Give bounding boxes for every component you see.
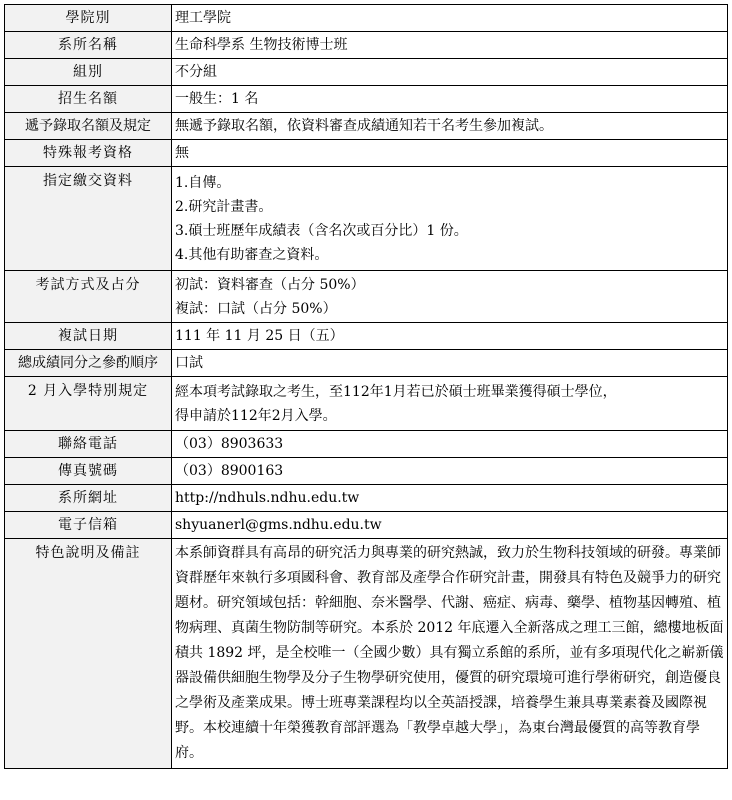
documents-item: 4.其他有助審查之資料。 <box>175 246 329 263</box>
quota-value: 一般生：1 名 <box>172 86 728 113</box>
row-quota <box>5 86 728 113</box>
college-value: 理工學院 <box>172 5 728 32</box>
website-value[interactable]: http://ndhuls.ndhu.edu.tw <box>172 485 728 512</box>
interview-date-value: 111 年 11 月 25 日（五） <box>172 323 728 350</box>
admission-info-table <box>4 4 728 769</box>
college-label: 學院別 <box>5 5 172 32</box>
fax-label: 傳真號碼 <box>5 458 172 485</box>
row-college <box>5 5 728 32</box>
special-eligibility-value: 無 <box>172 140 728 167</box>
reserve-label: 遞予錄取名額及規定 <box>5 113 172 140</box>
reserve-value: 無遞予錄取名額，依資料審查成績通知若干名考生參加複試。 <box>172 113 728 140</box>
special-eligibility-label: 特殊報考資格 <box>5 140 172 167</box>
group-value: 不分組 <box>172 59 728 86</box>
quota-label: 招生名額 <box>5 86 172 113</box>
tiebreak-value: 口試 <box>172 350 728 377</box>
fax-value: （03）8900163 <box>172 458 728 485</box>
row-tiebreak <box>5 350 728 377</box>
department-label: 系所名稱 <box>5 32 172 59</box>
row-special-eligibility <box>5 140 728 167</box>
group-label: 組別 <box>5 59 172 86</box>
row-documents <box>5 167 728 271</box>
notes-value: 本系師資群具有高昂的研究活力與專業的研究熱誠，致力於生物科技領域的研發。專業師資群歷年來執行多項國科會、教育部及產學合作研究計畫，開發具有特色及競爭力的研究題材。研究領域包括：幹細胞、奈米醫學、代謝、癌症、病毒、藥學、植物基因轉殖、植物病理、真菌生物防制等研究。本系於 2012 年底遷入全新落成之理工三館，總樓地板面積共 1892 坪，是全校唯一（全國少數）具有獨立系館的系所，並有多項現代化之嶄新儀器設備供細胞生物學及分子生物學研究使用，優質的研究環境可進行學術研究，創造優良之學術及產業成果。博士班專業課程均以全英語授課，培養學生兼具專業素養及國際視野。本校連續十年榮獲教育部評選為「教學卓越大學」，為東台灣最優質的高等教育學府。 <box>172 539 728 769</box>
row-reserve <box>5 113 728 140</box>
website-label: 系所網址 <box>5 485 172 512</box>
row-email <box>5 512 728 539</box>
documents-item: 1.自傳。 <box>175 174 231 191</box>
interview-date-label: 複試日期 <box>5 323 172 350</box>
phone-label: 聯絡電話 <box>5 431 172 458</box>
row-feb-rule <box>5 377 728 431</box>
row-department <box>5 32 728 59</box>
exam-item: 初試：資料審查（占分 50%） <box>175 276 365 293</box>
documents-label: 指定繳交資料 <box>5 167 172 271</box>
row-group <box>5 59 728 86</box>
notes-label: 特色說明及備註 <box>5 539 172 769</box>
feb-rule-line: 經本項考試錄取之考生，至112年1月若已於碩士班畢業獲得碩士學位， <box>175 383 617 400</box>
exam-label: 考試方式及占分 <box>5 271 172 323</box>
row-exam <box>5 271 728 323</box>
feb-rule-label: 2 月入學特別規定 <box>5 377 172 431</box>
feb-rule-value <box>172 377 728 431</box>
row-fax <box>5 458 728 485</box>
row-website <box>5 485 728 512</box>
row-interview-date <box>5 323 728 350</box>
email-value[interactable]: shyuanerl@gms.ndhu.edu.tw <box>172 512 728 539</box>
row-notes <box>5 539 728 769</box>
department-value: 生命科學系 生物技術博士班 <box>172 32 728 59</box>
documents-value <box>172 167 728 271</box>
phone-value: （03）8903633 <box>172 431 728 458</box>
row-phone <box>5 431 728 458</box>
documents-item: 3.碩士班歷年成績表（含名次或百分比）1 份。 <box>175 222 468 239</box>
documents-item: 2.研究計畫書。 <box>175 198 273 215</box>
tiebreak-label: 總成績同分之參酌順序 <box>5 350 172 377</box>
exam-value <box>172 271 728 323</box>
exam-item: 複試：口試（占分 50%） <box>175 300 337 317</box>
email-label: 電子信箱 <box>5 512 172 539</box>
feb-rule-line: 得申請於112年2月入學。 <box>175 407 337 424</box>
